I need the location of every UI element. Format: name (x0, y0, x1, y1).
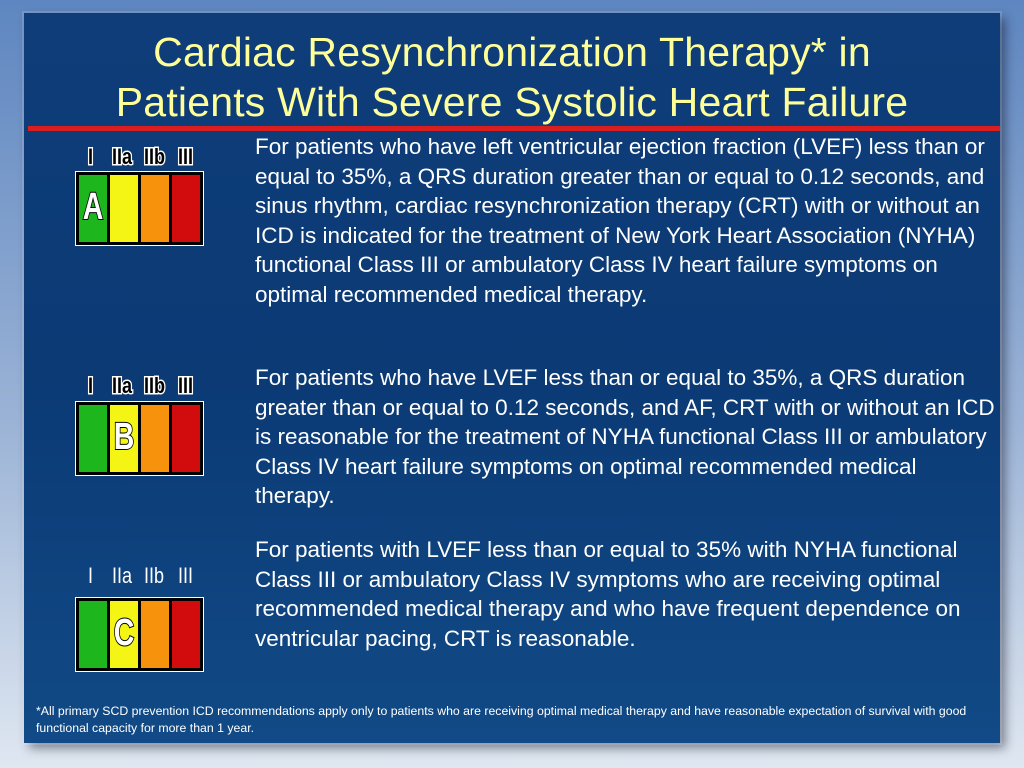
evidence-level-box (75, 171, 204, 246)
recommendation-text: For patients who have left ventricular ejection fraction (LVEF) less than or equal to 35%, a QRS duration greater than or equal to 0.12 seconds, and sinus rhythm, cardiac resynchronization therapy (CRT) with or without an ICD is indicated for the treatment of New York Heart Association (NYHA) functional Class III or ambulatory Class IV heart failure symptoms on optimal recommended medical therapy. (255, 134, 985, 307)
class-iib-cell (141, 601, 169, 668)
slide-title (24, 27, 1000, 127)
class-label-iii: III (178, 144, 194, 169)
class-label-iii: III (178, 373, 194, 398)
class-label-i: I (88, 144, 94, 169)
class-iii-cell (172, 405, 200, 472)
class-label-iia: IIa (112, 373, 133, 398)
class-label-iia: IIa (112, 144, 133, 169)
title-line-2: Patients With Severe Systolic Heart Failure (115, 79, 909, 125)
footnote: *All primary SCD prevention ICD recommendations apply only to patients who are receiving optimal medical therapy and have reasonable expectation of survival with good functional capacity for more than 1 year. (36, 704, 967, 735)
class-iia-cell (110, 405, 138, 472)
evidence-letter: C (113, 612, 135, 654)
class-label-iib: IIb (144, 563, 165, 588)
recommendation-text: For patients with LVEF less than or equal to 35% with NYHA functional Class III or ambulatory Class IV symptoms who are receiving optimal recommended medical therapy and who have frequent dependence on ventricular pacing, CRT is reasonable. (255, 537, 961, 651)
class-i-cell (79, 175, 107, 242)
class-header-row (82, 144, 212, 170)
class-header-row (82, 373, 212, 399)
slide (24, 13, 1000, 743)
class-iii-cell (172, 601, 200, 668)
class-label-iii: III (178, 563, 194, 588)
class-label-iib: IIb (144, 144, 166, 169)
evidence-letter: B (113, 416, 135, 458)
class-iib-cell (141, 175, 169, 242)
title-line-1: Cardiac Resynchronization Therapy* in (153, 29, 871, 75)
title-divider (28, 126, 1000, 131)
class-iia-cell (110, 601, 138, 668)
recommendation-text: For patients who have LVEF less than or equal to 35%, a QRS duration greater than or equal to 0.12 seconds, and AF, CRT with or without an ICD is reasonable for the treatment of NYHA functional Class III or ambulatory Class IV heart failure symptoms on optimal recommended medical therapy. (255, 365, 995, 508)
evidence-level-box (75, 401, 204, 476)
class-label-iib: IIb (144, 373, 166, 398)
class-iii-cell (172, 175, 200, 242)
class-label-i: I (88, 373, 94, 398)
evidence-level-box (75, 597, 204, 672)
class-header-row (82, 563, 212, 589)
class-label-iia: IIa (112, 563, 133, 588)
class-label-i: I (88, 563, 94, 588)
class-i-cell (79, 405, 107, 472)
evidence-letter: A (82, 186, 104, 228)
class-iia-cell (110, 175, 138, 242)
class-i-cell (79, 601, 107, 668)
class-iib-cell (141, 405, 169, 472)
